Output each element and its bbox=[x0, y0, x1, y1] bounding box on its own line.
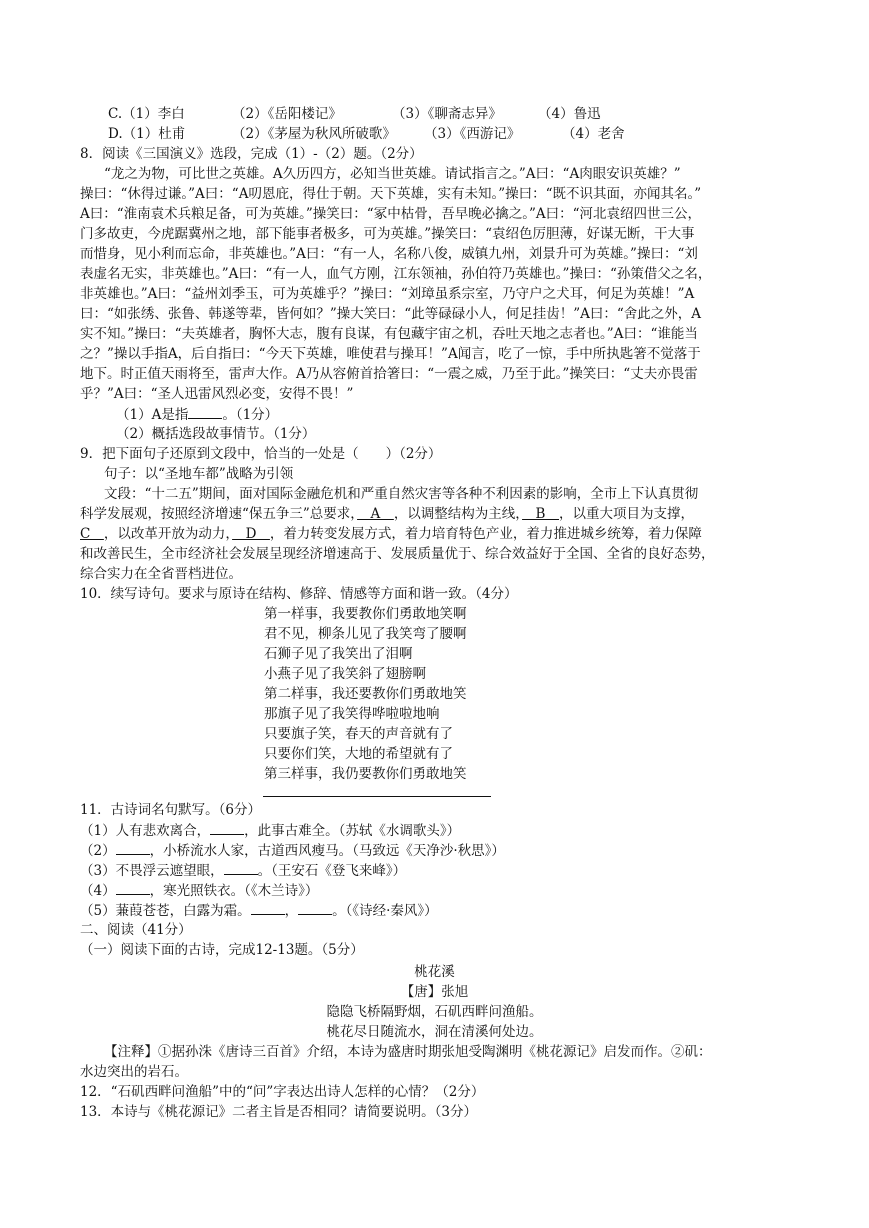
marker-a: A bbox=[357, 506, 394, 522]
option-d-1: D.（1）杜甫 bbox=[108, 126, 186, 142]
answer-blank[interactable] bbox=[224, 860, 258, 875]
q11-item-5 bbox=[80, 900, 438, 920]
answer-blank[interactable] bbox=[251, 900, 285, 915]
q9-paragraph-line bbox=[80, 504, 694, 524]
q8-passage-line: 而惜身，见小利而忘命，非英雄也。”A曰：“有一人，名称八俊，威镇九州，刘景升可为英雄。”操曰：“刘 bbox=[80, 246, 698, 262]
answer-line[interactable] bbox=[263, 796, 491, 797]
q8-passage-line: 表虚名无实，非英雄也。”A曰：“有一人，血气方刚，江东领袖，孙伯符乃英雄也。”操曰：“孙策借父之名， bbox=[80, 266, 712, 282]
q11-text: ，此事古难全。（苏轼《水调歌头》） bbox=[244, 823, 461, 839]
q8-passage-line: 地下。时正值天雨将至，雷声大作。A乃从容俯首拾箸曰：“一震之威，乃至于此。”操笑曰：“丈夫亦畏雷 bbox=[80, 366, 698, 382]
option-c-4: （4）鲁迅 bbox=[538, 106, 601, 122]
q9-text: 科学发展观，按照经济增速“保五争三”总要求， bbox=[80, 506, 358, 522]
poem-line: 石狮子见了我笑出了泪啊 bbox=[264, 646, 413, 662]
marker-d: D bbox=[232, 526, 270, 542]
q8-passage-line: 之？”操以手指A，后自指曰：“今天下英雄，唯使君与操耳！”A闻言，吃了一惊，手中所执匙箸不觉落于 bbox=[80, 346, 701, 362]
q9-text: ，着力转变发展方式，着力培育特色产业，着力推进城乡统筹，着力保障 bbox=[269, 526, 702, 542]
q9-title: 9．把下面句子还原到文段中，恰当的一处是（ ）（2分） bbox=[80, 446, 442, 462]
option-d-3: （3）《西游记》 bbox=[424, 126, 521, 142]
poem-line: 第一样事，我要教你们勇敢地笑啊 bbox=[264, 606, 467, 622]
q11-text: 。（《诗经·秦风》） bbox=[332, 903, 438, 919]
option-d bbox=[108, 124, 625, 144]
q9-paragraph-line: 文段：“十二五”期间，面对国际金融危机和严重自然灾害等各种不利因素的影响，全市上下认真贯彻 bbox=[104, 486, 699, 502]
poem-note: 水边突出的岩石。 bbox=[80, 1064, 188, 1080]
poem-line: 桃花尽日随流水，洞在清溪何处边。 bbox=[326, 1024, 543, 1040]
q11-text: （1）人有悲欢离合， bbox=[80, 823, 211, 839]
poem-author: 【唐】张旭 bbox=[400, 984, 469, 1000]
option-c-3: （3）《聊斋志异》 bbox=[392, 106, 502, 122]
poem-line: 隐隐飞桥隔野烟，石矶西畔问渔船。 bbox=[326, 1004, 543, 1020]
q11-text: （2） bbox=[80, 843, 116, 859]
q12: 12．“石矶西畔问渔船”中的“问”字表达出诗人怎样的心情？（2分） bbox=[80, 1084, 485, 1100]
poem-line: 那旗子见了我笑得哗啦啦地响 bbox=[264, 706, 440, 722]
q11-text: 。（王安石《登飞来峰》） bbox=[257, 863, 407, 879]
q9-text: ，以调整结构为主线， bbox=[393, 506, 523, 522]
q11-title: 11．古诗词名句默写。（6分） bbox=[80, 802, 262, 818]
answer-blank[interactable] bbox=[298, 900, 332, 915]
q8-passage-line: 操曰：“休得过谦。”A曰：“A叨恩庇，得仕于朝。天下英雄，实有未知。”操曰：“既不识其面，亦闻其名。” bbox=[80, 186, 702, 202]
poem-note: 【注释】①据孙洙《唐诗三百首》介绍，本诗为盛唐时期张旭受陶渊明《桃花源记》启发而作。②矶： bbox=[104, 1044, 712, 1060]
q8-sub1-text: （1）A是指 bbox=[116, 407, 189, 423]
poem-line: 第二样事，我还要教你们勇敢地笑 bbox=[264, 686, 467, 702]
q11-text: （5）蒹葭苍苍，白露为霜。 bbox=[80, 903, 251, 919]
poem-line: 第三样事，我仍要教你们勇敢地笑 bbox=[264, 766, 467, 782]
answer-blank[interactable] bbox=[210, 820, 244, 835]
answer-blank[interactable] bbox=[188, 404, 222, 419]
option-d-4: （4）老舍 bbox=[562, 126, 625, 142]
poem-line: 只要你们笑，大地的希望就有了 bbox=[264, 746, 453, 762]
q8-passage-line: A曰：“淮南袁术兵粮足备，可为英雄。”操笑曰：“冢中枯骨，吾早晚必擒之。”A曰：“河北袁绍四世三公， bbox=[80, 206, 702, 222]
answer-blank[interactable] bbox=[116, 840, 150, 855]
poem-line: 小燕子见了我笑斜了翅膀啊 bbox=[264, 666, 426, 682]
answer-blank[interactable] bbox=[116, 880, 150, 895]
q11-text: ，小桥流水人家，古道西风瘦马。（马致远《天净沙·秋思》） bbox=[149, 843, 505, 859]
q11-item-3 bbox=[80, 860, 406, 880]
q10-title: 10．续写诗句。要求与原诗在结构、修辞、情感等方面和谐一致。（4分） bbox=[80, 586, 518, 602]
q8-sub1-score: 。（1分） bbox=[222, 407, 279, 423]
q8-passage-line: 门多故吏，今虎踞冀州之地，部下能事者极多，可为英雄。”操笑曰：“袁绍色厉胆薄，好谋无断，干大事 bbox=[80, 226, 695, 242]
poem-line: 只要旗子笑，春天的声音就有了 bbox=[264, 726, 453, 742]
q11-text: ，寒光照铁衣。（《木兰诗》） bbox=[149, 883, 319, 899]
q11-text: （3）不畏浮云遮望眼， bbox=[80, 863, 224, 879]
q9-paragraph-line: 综合实力在全省晋档进位。 bbox=[80, 566, 242, 582]
section-2-subtitle: （一）阅读下面的古诗，完成12-13题。（5分） bbox=[80, 942, 364, 958]
q8-sub2: （2）概括选段故事情节。（1分） bbox=[116, 426, 316, 442]
q11-text: （4） bbox=[80, 883, 116, 899]
poem-title: 桃花溪 bbox=[414, 964, 455, 980]
q9-text: ，以改革开放为动力， bbox=[103, 526, 233, 542]
q8-sub1 bbox=[116, 404, 278, 424]
q11-item-4 bbox=[80, 880, 318, 900]
q8-title: 8．阅读《三国演义》选段，完成（1）-（2）题。（2分） bbox=[80, 146, 423, 162]
q8-passage-line: “龙之为物，可比世之英雄。A久历四方，必知当世英雄。请试指言之。”A曰：“A肉眼安识英雄？” bbox=[104, 166, 681, 182]
q13: 13．本诗与《桃花源记》二者主旨是否相同？请简要说明。（3分） bbox=[80, 1104, 478, 1120]
q9-text: ，以重大项目为支撑， bbox=[558, 506, 694, 522]
q8-passage-line: 实不知。”操曰：“夫英雄者，胸怀大志，腹有良谋，有包藏宇宙之机，吞吐天地之志者也。”A曰：“谁能当 bbox=[80, 326, 698, 342]
q11-item-2 bbox=[80, 840, 505, 860]
section-2-title: 二、阅读（41分） bbox=[80, 922, 192, 938]
q8-passage-line: 乎？”A曰：“圣人迅雷风烈必变，安得不畏！” bbox=[80, 386, 354, 402]
q11-item-1 bbox=[80, 820, 460, 840]
q9-paragraph-line: 和改善民生，全市经济社会发展呈现经济增速高于、发展质量优于、综合效益好于全国、全省的良好态势， bbox=[80, 546, 715, 562]
q8-passage-line: 非英雄也。”A曰：“益州刘季玉，可为英雄乎？”操曰：“刘璋虽系宗室，乃守户之犬耳，何足为英雄！”A bbox=[80, 286, 695, 302]
poem-line: 君不见，柳条儿见了我笑弯了腰啊 bbox=[264, 626, 467, 642]
option-c bbox=[108, 104, 601, 124]
q9-sentence: 句子：以“圣地车都”战略为引领 bbox=[104, 466, 294, 482]
q8-passage-line: 曰：“如张绣、张鲁、韩遂等辈，皆何如？”操大笑曰：“此等碌碌小人，何足挂齿！”A曰：“舍此之外，A bbox=[80, 306, 702, 322]
marker-b: B bbox=[522, 506, 559, 522]
option-d-2: （2）《茅屋为秋风所破歌》 bbox=[232, 126, 396, 142]
q11-text: ， bbox=[284, 903, 299, 919]
option-c-1: C.（1）李白 bbox=[108, 106, 185, 122]
option-c-2: （2）《岳阳楼记》 bbox=[232, 106, 342, 122]
marker-c: C bbox=[80, 526, 104, 542]
q9-paragraph-line bbox=[80, 524, 702, 544]
